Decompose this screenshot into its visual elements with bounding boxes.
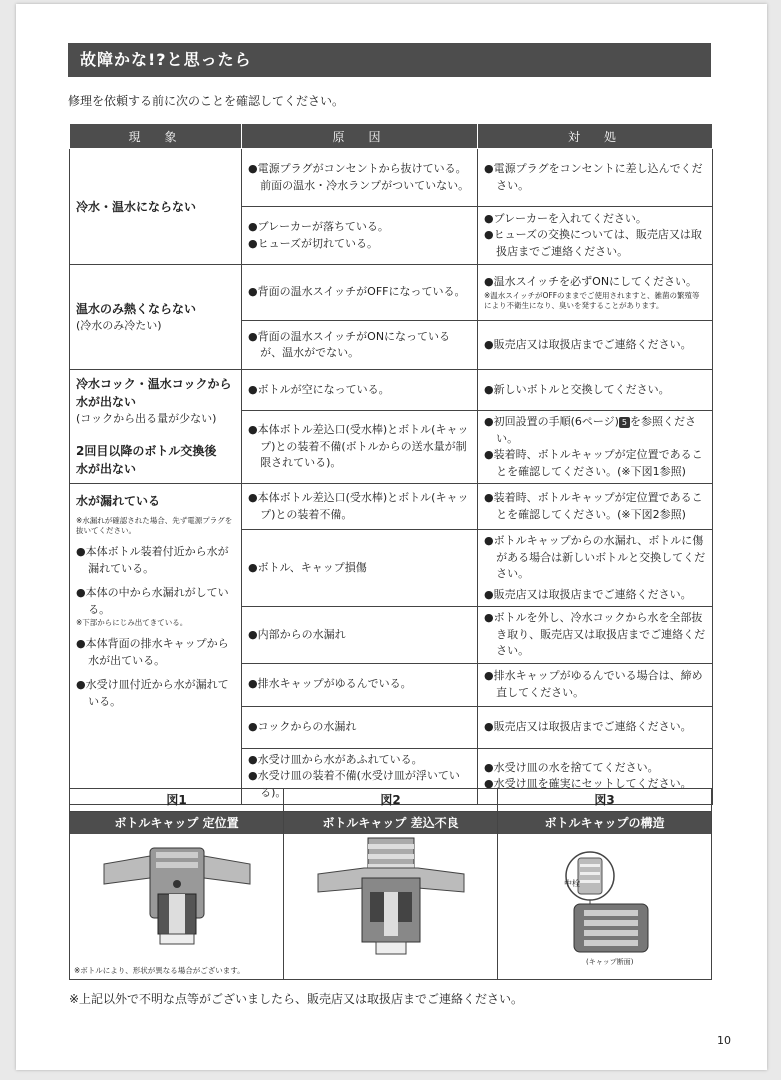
step-number-badge: 5 (619, 417, 630, 428)
header-cause: 原 因 (242, 124, 478, 149)
bottle-cap-correct-diagram (70, 834, 284, 978)
table-row (70, 370, 713, 411)
table-header-row (70, 124, 713, 149)
figure-note: ※ボトルにより、形状が異なる場合がございます。 (74, 966, 245, 975)
figure-caption: ボトルキャップの構造 (498, 812, 711, 834)
figure-caption: ボトルキャップ 定位置 (70, 812, 283, 834)
label-center-plug: 中栓 (564, 879, 580, 888)
cause-cell: ●内部からの水漏れ (242, 607, 478, 664)
symptom-no-temp: 冷水・温水にならない (70, 149, 242, 265)
remedy-cell: ●ブレーカーを入れてください。 ●ヒューズの交換については、販売店又は取扱店までご連絡ください。 (478, 207, 713, 265)
cause-cell: ●ボトル、キャップ損傷 (242, 530, 478, 607)
figure-2 (284, 789, 498, 979)
remedy-cell: ●ボトルを外し、冷水コックから水を全部抜き取り、販売店又は取扱店までご連絡ください。 (478, 607, 713, 664)
cause-cell: ●コックからの水漏れ (242, 706, 478, 748)
figure-2-illustration (284, 834, 497, 978)
cause-cell: ●背面の温水スイッチがOFFになっている。 (242, 265, 478, 321)
intro-text: 修理を依頼する前に次のことを確認してください。 (68, 94, 345, 108)
manual-page (16, 4, 767, 1070)
remedy-cell: ●水受け皿の水を捨ててください。 ●水受け皿を確実にセットしてください。 (478, 748, 713, 805)
figure-caption: ボトルキャップ 差込不良 (284, 812, 497, 834)
remedy-cell: ●装着時、ボトルキャップが定位置であることを確認してください。(※下図2参照) (478, 484, 713, 530)
remedy-cell: ●温水スイッチを必ずONにしてください。 ※温水スイッチがOFFのままでご使用されますと、雑菌の繁殖等により不衛生になり、臭いを発することがあります。 (478, 265, 713, 321)
figure-number: 図1 (70, 789, 283, 812)
cause-cell: ●電源プラグがコンセントから抜けている。前面の温水・冷水ランプがついていない。 (242, 149, 478, 207)
table-row (70, 149, 713, 207)
figure-1 (70, 789, 284, 979)
label-cap-section: (キャップ断面) (586, 958, 634, 966)
remedy-cell: ●販売店又は取扱店までご連絡ください。 (478, 706, 713, 748)
cause-cell: ●水受け皿から水があふれている。 ●水受け皿の装着不備(水受け皿が浮いている)。 (242, 748, 478, 805)
remedy-cell: ●販売店又は取扱店までご連絡ください。 (478, 321, 713, 370)
cause-cell: ●排水キャップがゆるんでいる。 (242, 663, 478, 706)
header-symptom: 現 象 (70, 124, 242, 149)
symptom-hot-not-hot: 温水のみ熱くならない (冷水のみ冷たい) (70, 265, 242, 370)
bottle-cap-structure-diagram (498, 834, 712, 978)
figure-number: 図3 (498, 789, 711, 812)
bottle-cap-misfit-diagram (284, 834, 498, 978)
cause-cell: ●ボトルが空になっている。 (242, 370, 478, 411)
cause-cell: ●ブレーカーが落ちている。 ●ヒューズが切れている。 (242, 207, 478, 265)
cause-cell: ●背面の温水スイッチがONになっているが、温水がでない。 (242, 321, 478, 370)
remedy-cell: ●初回設置の手順(6ページ) 5 を参照ください。 ●装着時、ボトルキャップが定位置であることを確認してください。(※下図1参照) (478, 411, 713, 484)
cause-cell: ●本体ボトル差込口(受水棒)とボトル(キャップ)との装着不備(ボトルからの送水量が制限されている)。 (242, 411, 478, 484)
section-title: 故障かな!?と思ったら (68, 43, 711, 77)
remedy-cell: ●排水キャップがゆるんでいる場合は、締め直してください。 (478, 663, 713, 706)
remedy-cell: ●新しいボトルと交換してください。 (478, 370, 713, 411)
symptom-no-water: 冷水コック・温水コックから 水が出ない (コックから出る量が少ない) 2回目以降のボトル交換後 水が出ない (70, 370, 242, 484)
header-remedy: 対 処 (478, 124, 713, 149)
footer-note: ※上記以外で不明な点等がございましたら、販売店又は取扱店までご連絡ください。 (69, 992, 524, 1006)
troubleshooting-table (69, 124, 713, 805)
symptom-leak: 水が漏れている ※水漏れが確認された場合、先ず電源プラグを抜いてください。 ●本体ボトル装着付近から水が漏れている。 ●本体の中から水漏れがしている。 ※下部からにじみ出てきている。 ●本体背面の排水キャップから水が出ている。 ●水受け皿付近から水が漏れている。 (70, 484, 242, 805)
figure-1-illustration (70, 834, 283, 978)
figure-number: 図2 (284, 789, 497, 812)
figure-3 (498, 789, 711, 979)
figures-table (69, 788, 712, 980)
remedy-cell: ●ボトルキャップからの水漏れ、ボトルに傷がある場合は新しいボトルと交換してください。 ●販売店又は取扱店までご連絡ください。 (478, 530, 713, 607)
table-row (70, 265, 713, 321)
remedy-cell: ●電源プラグをコンセントに差し込んでください。 (478, 149, 713, 207)
table-row (70, 484, 713, 530)
cause-cell: ●本体ボトル差込口(受水棒)とボトル(キャップ)との装着不備。 (242, 484, 478, 530)
figure-3-illustration (498, 834, 711, 978)
page-number: 10 (717, 1034, 731, 1047)
